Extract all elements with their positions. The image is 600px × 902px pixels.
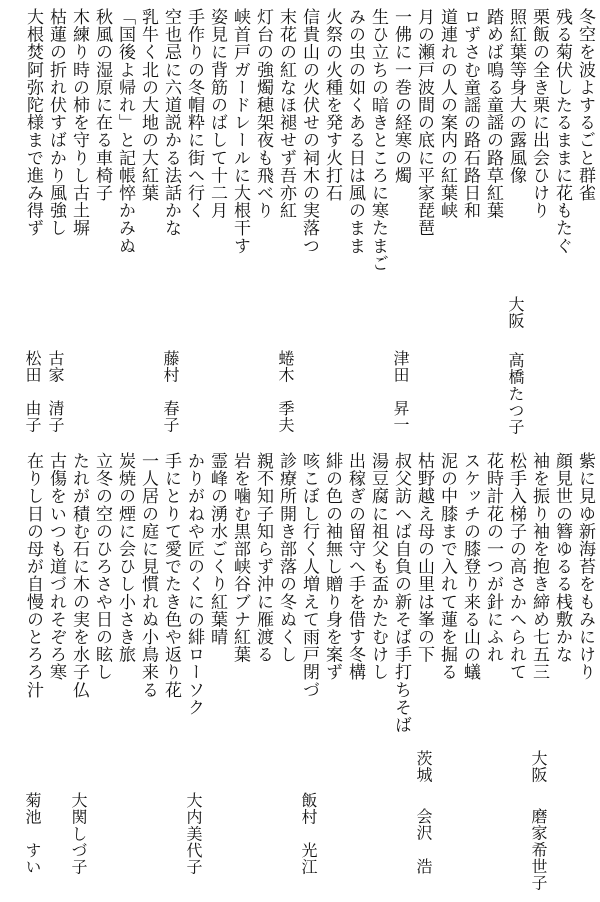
poem-line: 残る菊伏したるままに花もたぐ	[552, 8, 572, 255]
poem-line: 咳こぼし行く人増えて雨戸閉づ	[299, 452, 319, 699]
poem-line: 診療所開き部落の冬ぬくし	[276, 452, 296, 664]
poem-line: 出稼ぎの留守へ手を借す冬構	[345, 452, 365, 681]
author-name: 大内美代子	[184, 792, 203, 875]
author-name: 蜷木 季夫	[276, 350, 295, 433]
author-name: 磨家希世子	[529, 808, 548, 891]
poem-line: 枯蓮の折れ伏すばかり風強し	[46, 8, 66, 237]
poem-line: 栗飯の全き栗に出会ひけり	[529, 8, 549, 220]
author-location: 大阪	[529, 750, 548, 784]
poem-line: 花時計花の一つが針にふれ	[483, 452, 503, 664]
author-name: 津田 昇一	[391, 350, 410, 433]
poem-line: 生ひ立ちの暗きところに寒たまご	[368, 8, 388, 272]
poem-line: 親不知子知らず沖に雁渡る	[253, 452, 273, 664]
poem-line: 信貴山の火伏せの祠木の実落つ	[299, 8, 319, 255]
poem-line: 灯台の強燭穂架夜も飛べり	[253, 8, 273, 220]
poem-line: 枯野越え母の山里は峯の下	[414, 452, 434, 664]
poem-line: 叔父訪へば自負の新そば手打ちそば	[391, 452, 411, 734]
poem-line: たれが積む石に木の実を水子仏	[69, 452, 89, 699]
poem-line: 岩を噛む黒部峡谷ブナ紅葉	[230, 452, 250, 664]
author-name: 松田 由子	[23, 350, 42, 433]
poem-line: 顔見世の簪ゆるる桟敷かな	[552, 452, 572, 664]
poem-line: 木練り時の柿を守りし古土塀	[69, 8, 89, 237]
poem-line: ロずさむ童謡の路石路日和	[460, 8, 480, 220]
poem-line: 立冬の空のひろさや日の眩し	[92, 452, 112, 681]
author-name: 藤村 春子	[161, 350, 180, 433]
poem-line: 「国後よ帰れ」と記帳悴かみぬ	[115, 8, 135, 255]
poem-line: 古傷をいつも道づれそぞろ寒	[46, 452, 66, 681]
poem-line: スケッチの膝登り来る山の蟻	[460, 452, 480, 681]
poem-line: みの虫の如くある日は風のまま	[345, 8, 365, 255]
poem-line: 空也忌に六道説かる法話かな	[161, 8, 181, 237]
poem-line: 末花の紅なほ褪せず吾亦紅	[276, 8, 296, 220]
author-location: 大阪	[506, 296, 525, 330]
poem-line: 手作りの冬帽粋に街へ行く	[184, 8, 204, 220]
poem-line: 照紅葉等身大の露風像	[506, 8, 526, 184]
author-name: 菊池 すい	[23, 792, 42, 875]
poem-line: 姿見に背筋のばして十二月	[207, 8, 227, 220]
author-name: 高橋たつ子	[506, 352, 525, 435]
poem-line: 炭焼の煙に会ひし小さき旅	[115, 452, 135, 664]
poem-line: 峡首戸ガードレールに大根干す	[230, 8, 250, 255]
poem-line: 火祭の火種を発す火打石	[322, 8, 342, 202]
poem-line: 湯豆腐に祖父も盃かたむけし	[368, 452, 388, 681]
poem-line: 月の瀬戸波間の底に平家琵琶	[414, 8, 434, 237]
poem-line: 一人居の庭に見慣れぬ小鳥来る	[138, 452, 158, 699]
poem-line: 松手入梯子の高さかへられて	[506, 452, 526, 681]
poem-line: 緋の色の袖無し贈り身を案ず	[322, 452, 342, 681]
author-name: 会沢 浩	[414, 808, 433, 875]
poem-line: 霊峰の湧水ごくり紅葉晴	[207, 452, 227, 646]
poem-line: 一佛に一巻の経寒の燭	[391, 8, 411, 184]
poem-line: 手にとりて愛でたき色や返り花	[161, 452, 181, 699]
poem-line: 在りし日の母が自慢のとろろ汁	[23, 452, 43, 699]
author-name: 飯村 光江	[299, 792, 318, 875]
author-location: 茨城	[414, 750, 433, 784]
poem-line: 袖を振り袖を抱き締め七五三	[529, 452, 549, 681]
poem-line: 乳牛く北の大地の大紅葉	[138, 8, 158, 202]
poem-line: 秋風の湿原に在る車椅子	[92, 8, 112, 202]
poem-line: 泥の中膝まで入れて蓮を掘る	[437, 452, 457, 681]
poem-line: 紫に見ゆ新海苔をもみにけり	[575, 452, 595, 681]
author-name: 大関しづ子	[69, 792, 88, 875]
poem-line: 道連れの人の案内の紅葉峡	[437, 8, 457, 220]
poem-line: 踏めば鳴る童謡の路草紅葉	[483, 8, 503, 220]
author-name: 古家 清子	[46, 350, 65, 433]
poem-line: 大根焚阿弥陀様まで進み得ず	[23, 8, 43, 237]
poem-line: かりがねや匠のくにの緋ローソク	[184, 452, 204, 716]
poem-line: 冬空を波よするごと群雀	[575, 8, 595, 202]
